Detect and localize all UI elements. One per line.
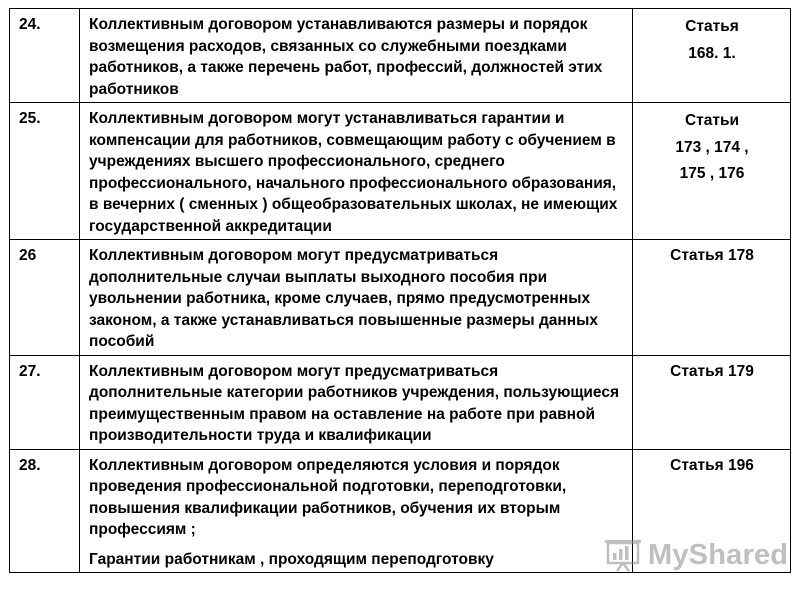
article-line: Статья 196 — [670, 456, 754, 474]
row-text — [80, 355, 633, 449]
article-line: Статья 178 — [670, 247, 754, 264]
watermark-text: MyShared — [648, 538, 789, 571]
row-text-paragraph: Коллективным договором могут предусматриваться дополнительные категории работников учреждения, пользующиеся преимущественным правом на оставление на работе при равной производительности труда и квалификации — [89, 362, 620, 444]
table-row — [10, 240, 791, 356]
row-text-paragraph: Коллективным договором определяются условия и порядок проведения профессиональной подготовки, переподготовки, повышения квалификации работников, обучения их вторым профессиям ; — [89, 456, 567, 538]
row-text — [80, 9, 633, 103]
row-number: 25. — [10, 103, 80, 240]
article-line: Статья — [685, 18, 739, 35]
row-article — [633, 240, 791, 356]
article-line: 175 , 176 — [679, 165, 745, 182]
row-article — [633, 9, 791, 103]
row-text — [80, 240, 633, 356]
row-text-paragraph: Коллективным договором могут предусматриваться дополнительные случаи выплаты выходного пособия при увольнении работника, кроме случаев, прямо предусмотренных законом, а также устанавливаться повышенные размеры данных пособий — [89, 247, 598, 350]
article-line: Статья 179 — [670, 362, 754, 380]
row-text-paragraph: Коллективным договором могут устанавливаться гарантии и компенсации для работников, совмещающим работу с обучением в учреждениях высшего профессионального, среднего профессионального, начального профессионального образования, в вечерних ( сменных ) общеобразовательных школах, не имеющих государственной аккредитации — [89, 110, 618, 235]
table-row — [10, 103, 791, 240]
article-line: 173 , 174 , — [675, 138, 749, 156]
table-row — [10, 9, 791, 103]
row-text — [80, 103, 633, 240]
row-article — [633, 103, 791, 240]
watermark — [603, 537, 788, 573]
row-text-paragraph: Гарантии работникам , проходящим переподготовку — [89, 550, 494, 568]
article-line: 168. 1. — [688, 44, 736, 62]
table-row — [10, 355, 791, 449]
article-line: Статьи — [684, 112, 740, 129]
articles-table — [9, 8, 791, 573]
row-article — [633, 355, 791, 449]
projector-screen-icon — [603, 538, 643, 572]
row-text — [80, 449, 633, 573]
row-number: 24. — [10, 9, 80, 103]
row-text-paragraph: Коллективным договором устанавливаются размеры и порядок возмещения расходов, связанных со служебными поездками работников, а также перечень работ, профессий, должностей этих работников — [89, 16, 603, 98]
row-number: 27. — [10, 355, 80, 449]
row-number: 26 — [10, 240, 80, 356]
row-number: 28. — [10, 449, 80, 573]
